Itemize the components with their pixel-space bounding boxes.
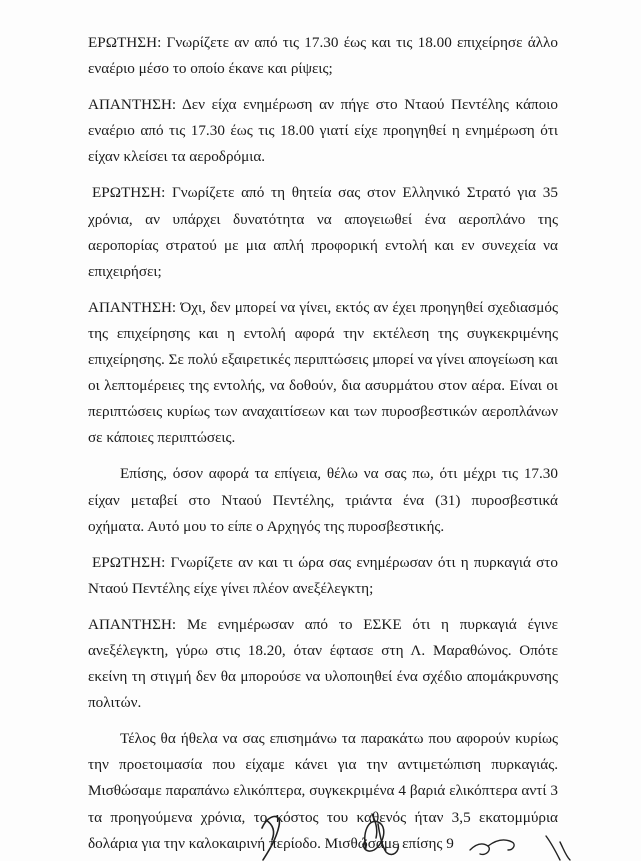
question-paragraph: ΕΡΩΤΗΣΗ: Γνωρίζετε αν από τις 17.30 έως και τις 18.00 επιχείρησε άλλο εναέριο μέσο το οποίο έκανε και ρίψεις; [88,34,558,78]
signature-1 [262,816,279,860]
signature-2 [364,814,399,854]
answer-paragraph: ΑΠΑΝΤΗΣΗ: Όχι, δεν μπορεί να γίνει, εκτός αν έχει προηγηθεί σχεδιασμός της επιχείρησης και η εντολή αφορά την εκτέλεση της συγκεκριμένης επιχείρησης. Σε πολύ εξαιρετικές περιπτώσεις μπορεί να γίνει απογείωση και οι λεπτομέρειες της εντολής, να δοθούν, δια ασυρμάτου στον αέρα. Είναι οι περιπτώσεις κυρίως των αναχαιτίσεων και των πυροσβεστικών αεροπλάνων σε κάποιες περιπτώσεις. [88,298,558,447]
signature-3 [470,836,570,860]
document-body [88,30,558,867]
answer-paragraph: ΑΠΑΝΤΗΣΗ: Δεν είχα ενημέρωση αν πήγε στο Νταού Πεντέλης κάποιο εναέριο από τις 17.30 έως τις 18.00 γιατί είχε προηγηθεί η ενημέρωση ότι είχαν κλείσει τα αεροδρόμια. [88,96,558,166]
statement-paragraph: Επίσης, όσον αφορά τα επίγεια, θέλω να σας πω, ότι μέχρι τις 17.30 είχαν μεταβεί στο Νταού Πεντέλης, τριάντα ένα (31) πυροσβεστικά οχήματα. Αυτό μου το είπε ο Αρχηγός της πυροσβεστικής. [88,465,558,535]
answer-paragraph: ΑΠΑΝΤΗΣΗ: Με ενημέρωσαν από το ΕΣΚΕ ότι η πυρκαγιά έγινε ανεξέλεγκτη, γύρω στις 18.20, όταν έφτασε στη Λ. Μαραθώνος. Οπότε εκείνη τη στιγμή δεν θα μπορούσε να υλοποιηθεί ένα σχέδιο απομάκρυνσης πολιτών. [88,615,558,712]
question-paragraph: ΕΡΩΤΗΣΗ: Γνωρίζετε από τη θητεία σας στον Ελληνικό Στρατό για 35 χρόνια, αν υπάρχει δυνατότητα να απογειωθεί ένα αεροπλάνο της αεροπορίας στρατού με μια απλή προφορική εντολή και εν συνεχεία να επιχειρήσει; [88,184,558,280]
signatures [0,800,641,861]
statement-paragraph: Τέλος θα ήθελα να σας επισημάνω τα παρακάτω που αφορούν κυρίως την προετοιμασία που είχαμε κάνει για την αντιμετώπιση πυρκαγιάς. Μισθώσαμε παραπάνω ελικόπτερα, συγκεκριμένα 4 βαριά ελικόπτερα αντί 3 τα προηγούμενα χρόνια, το κόστος του καθενός ήταν 3,5 εκατομμύρια δολάρια για την καλοκαιρινή περίοδο. Μισθώσαμε επίσης 9 [88,730,558,852]
question-paragraph: ΕΡΩΤΗΣΗ: Γνωρίζετε αν και τι ώρα σας ενημέρωσαν ότι η πυρκαγιά στο Νταού Πεντέλης είχε γίνει πλέον ανεξέλεγκτη; [88,553,558,597]
